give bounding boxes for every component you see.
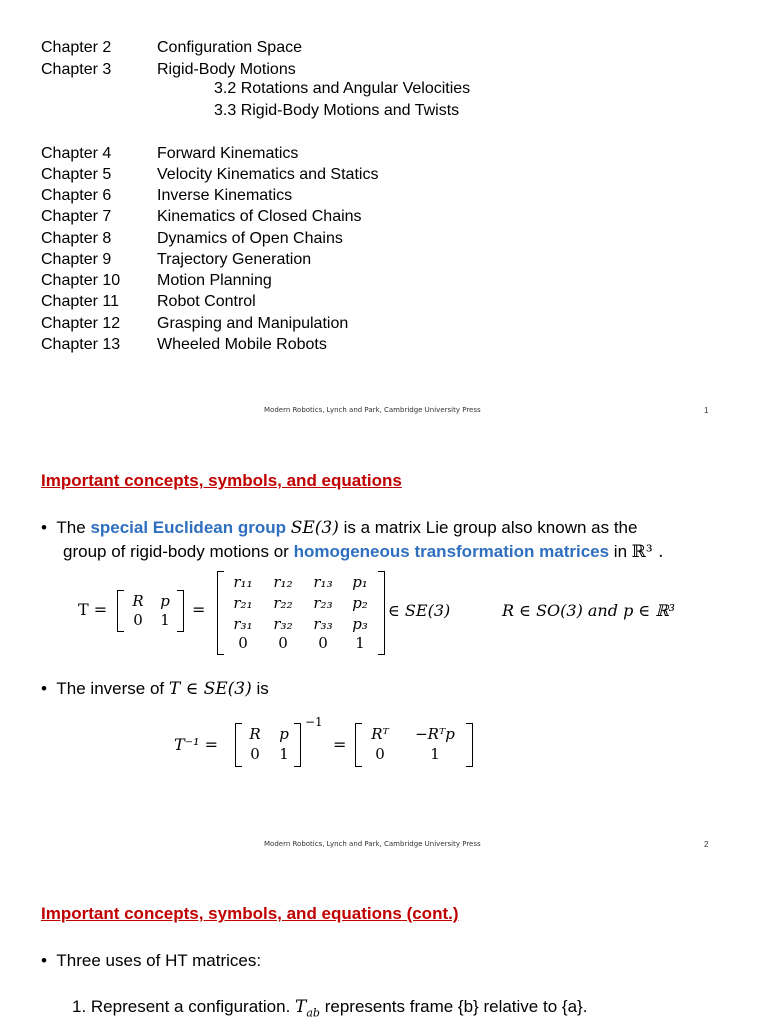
slide-heading: Important concepts, symbols, and equations — [41, 471, 402, 490]
toc-chapter-label: Chapter 8 — [41, 230, 112, 247]
matrix-cell: r₁₂ — [273, 573, 293, 591]
toc-chapter-title: Robot Control — [157, 293, 256, 310]
matrix-cell: r₂₁ — [233, 594, 253, 612]
toc-chapter-label: Chapter 5 — [41, 166, 112, 183]
toc-subsection: 3.3 Rigid-Body Motions and Twists — [214, 102, 460, 119]
toc-chapter-title: Motion Planning — [157, 272, 272, 289]
eq-condition: R ∈ SO(3) and p ∈ ℝ³ — [502, 601, 676, 620]
toc-chapter-title: Trajectory Generation — [157, 251, 312, 268]
equals-sign: = — [192, 600, 206, 619]
matrix-cell: R — [132, 592, 144, 610]
left-bracket — [235, 723, 242, 767]
matrix-cell: r₂₃ — [313, 594, 333, 612]
equals-sign: = — [333, 735, 347, 754]
matrix-cell: 0 — [278, 634, 288, 652]
toc-chapter-label: Chapter 6 — [41, 187, 112, 204]
toc-chapter-title: Rigid-Body Motions — [157, 61, 296, 78]
slide-footer: Modern Robotics, Lynch and Park, Cambridge University Press — [264, 840, 481, 848]
matrix-cell: r₁₃ — [313, 573, 333, 591]
page-number: 2 — [704, 840, 709, 849]
toc-chapter-label: Chapter 13 — [41, 336, 121, 353]
matrix-cell: r₃₁ — [233, 615, 253, 633]
toc-chapter-title: Kinematics of Closed Chains — [157, 208, 362, 225]
toc-chapter-label: Chapter 9 — [41, 251, 112, 268]
heading-suffix: (cont.) — [401, 904, 459, 923]
toc-chapter-label: Chapter 12 — [41, 315, 121, 332]
slide-heading: Important concepts, symbols, and equations (cont.) — [41, 904, 459, 923]
eq-power: −1 — [305, 715, 323, 729]
toc-chapter-label: Chapter 4 — [41, 145, 112, 162]
matrix-cell: R — [249, 725, 261, 743]
matrix-cell: 1 — [279, 745, 289, 763]
matrix-cell: 1 — [430, 745, 440, 763]
matrix-cell: p₂ — [352, 594, 368, 612]
right-bracket — [177, 590, 184, 632]
slide-footer: Modern Robotics, Lynch and Park, Cambridge University Press — [264, 406, 481, 414]
toc-chapter-label: Chapter 3 — [41, 61, 112, 78]
matrix-cell: p₁ — [352, 573, 368, 591]
bullet-se3-definition-line2: group of rigid-body motions or homogeneous transformation matrices in ℝ³ . — [63, 542, 664, 562]
matrix-cell: p₃ — [352, 615, 368, 633]
matrix-cell: r₃₃ — [313, 615, 333, 633]
toc-chapter-label: Chapter 7 — [41, 208, 112, 225]
toc-chapter-title: Velocity Kinematics and Statics — [157, 166, 379, 183]
toc-chapter-title: Wheeled Mobile Robots — [157, 336, 327, 353]
list-item: 1. Represent a configuration. $T_{ab}$ represents frame {b} relative to {a}. — [72, 997, 588, 1020]
toc-chapter-label: Chapter 2 — [41, 39, 112, 56]
bullet-marker: • — [41, 518, 57, 537]
right-bracket — [466, 723, 473, 767]
matrix-cell: r₁₁ — [233, 573, 253, 591]
matrix-cell: p — [160, 592, 170, 610]
toc-subsection: 3.2 Rotations and Angular Velocities — [214, 80, 471, 97]
right-bracket — [294, 723, 301, 767]
matrix-cell: Rᵀ — [371, 725, 389, 743]
eq-membership: ∈ SE(3) — [388, 601, 451, 620]
matrix-cell: 0 — [133, 611, 143, 629]
left-bracket — [355, 723, 362, 767]
term-homogeneous-transformation-matrices: homogeneous transformation matrices — [293, 542, 610, 561]
matrix-cell: p — [279, 725, 289, 743]
matrix-cell: 0 — [318, 634, 328, 652]
right-bracket — [378, 571, 385, 655]
matrix-cell: 0 — [375, 745, 385, 763]
toc-chapter-label: Chapter 11 — [41, 293, 119, 310]
eq-lhs: T = — [78, 600, 108, 619]
term-special-euclidean-group: special Euclidean group — [90, 518, 286, 537]
bullet-ht-uses: • Three uses of HT matrices: — [41, 951, 262, 970]
toc-chapter-label: Chapter 10 — [41, 272, 121, 289]
toc-chapter-title: Grasping and Manipulation — [157, 315, 349, 332]
matrix-cell: r₂₂ — [273, 594, 293, 612]
page-number: 1 — [704, 406, 709, 415]
matrix-cell: r₃₂ — [273, 615, 293, 633]
matrix-cell: 0 — [238, 634, 248, 652]
toc-chapter-title: Forward Kinematics — [157, 145, 299, 162]
matrix-cell: −Rᵀp — [415, 725, 455, 743]
matrix-cell: 1 — [160, 611, 170, 629]
bullet-se3-definition: • The special Euclidean group SE(3) is a matrix Lie group also known as the — [41, 518, 638, 538]
toc-chapter-title: Configuration Space — [157, 39, 302, 56]
left-bracket — [117, 590, 124, 632]
bullet-marker: • — [41, 679, 57, 698]
toc-chapter-title: Dynamics of Open Chains — [157, 230, 343, 247]
eq-lhs: T⁻¹ = — [174, 735, 219, 754]
left-bracket — [217, 571, 224, 655]
matrix-cell: 1 — [355, 634, 365, 652]
matrix-cell: 0 — [250, 745, 260, 763]
bullet-marker: • — [41, 951, 57, 970]
toc-chapter-title: Inverse Kinematics — [157, 187, 293, 204]
bullet-inverse: • The inverse of T ∈ SE(3) is — [41, 679, 269, 699]
